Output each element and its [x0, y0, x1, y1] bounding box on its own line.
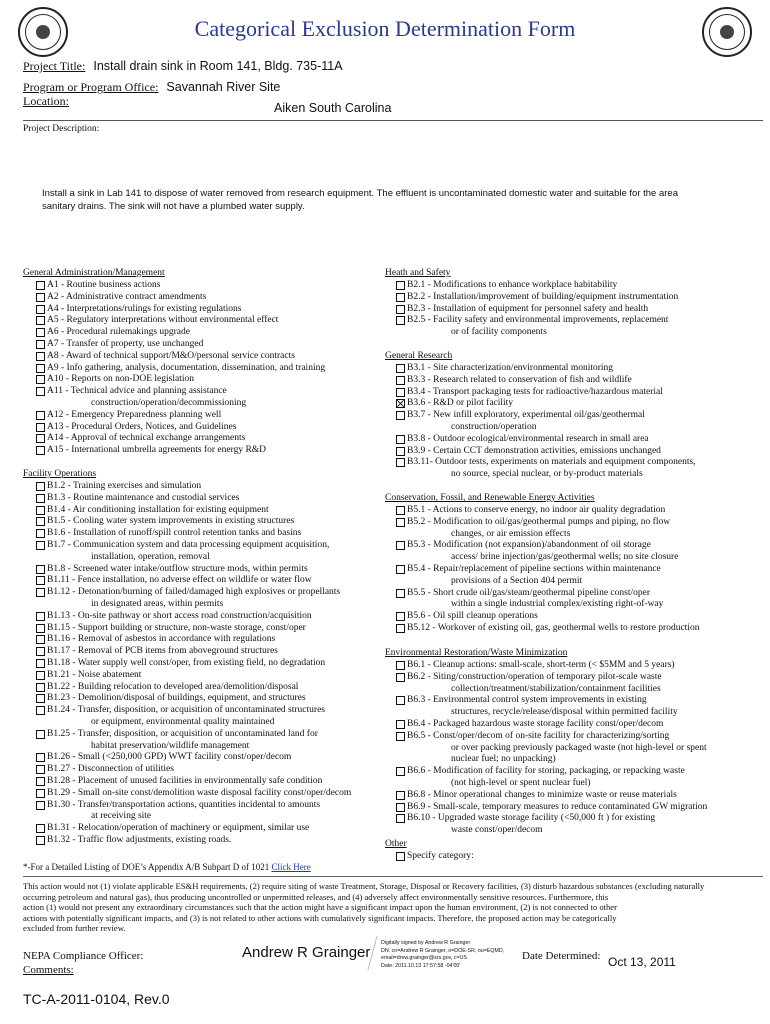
checklist-item [396, 719, 766, 731]
list-item-continuation [396, 778, 766, 790]
checkbox[interactable] [36, 588, 45, 597]
checkbox[interactable] [396, 612, 405, 621]
list-item-text: A6 - Procedural rulemakings upgrade [47, 327, 190, 338]
list-item-text: A15 - International umbrella agreements for energy R&D [47, 445, 267, 456]
checklist-item [396, 457, 766, 469]
checkbox[interactable] [396, 852, 405, 861]
checkbox[interactable] [36, 293, 45, 302]
list-item-text: B5.12 - Workover of existing oil, gas, geothermal wells to restore production [407, 622, 700, 633]
checkbox[interactable] [36, 565, 45, 574]
list-item-text: B6.3 - Environmental control system improvements in existing [407, 695, 647, 706]
list-item-continuation [396, 327, 766, 339]
checklist-item [396, 802, 766, 814]
checklist-item [36, 800, 386, 812]
list-item-continuation [396, 469, 766, 481]
list-item-text: B1.31 - Relocation/operation of machinery or equipment, similar use [47, 823, 310, 834]
checklist-item [396, 410, 766, 422]
list-item-text: B1.2 - Training exercises and simulation [47, 481, 202, 491]
project-title-row [23, 57, 343, 75]
list-item-continuation [396, 707, 766, 719]
list-item-text: B2.2 - Installation/improvement of building/equipment instrumentation [407, 291, 679, 302]
list-item-text: A2 - Administrative contract amendments [47, 291, 207, 302]
checklist-item [396, 304, 766, 316]
list-item-text: A7 - Transfer of property, use unchanged [47, 338, 204, 349]
checklist-item [36, 540, 386, 552]
list-item-text: A1 - Routine business actions [47, 280, 161, 290]
checklist-item [396, 813, 766, 825]
checkbox[interactable] [396, 791, 405, 800]
list-item-text: nuclear fuel; no unpacking) [451, 754, 556, 765]
list-item-text: B3.8 - Outdoor ecological/environmental research in small area [407, 433, 649, 444]
checklist-item [36, 564, 386, 576]
list-item-text: installation, operation, removal [91, 551, 210, 562]
list-item-text: B6.6 - Modification of facility for storing, packaging, or repacking waste [407, 766, 685, 777]
checkbox[interactable] [36, 328, 45, 337]
list-item-text: B5.4 - Repair/replacement of pipeline sections within maintenance [407, 563, 661, 574]
checkbox[interactable] [396, 814, 405, 823]
section-title-facility-ops: Facility Operations [23, 469, 97, 479]
checklist-item [36, 433, 381, 445]
list-item-text: B1.15 - Support building or structure, non-waste storage, const/oper [47, 622, 306, 633]
list-item-continuation [396, 599, 766, 611]
checkbox[interactable] [396, 316, 405, 325]
checkbox[interactable] [396, 458, 405, 467]
checklist-item [36, 835, 386, 847]
list-item-text: B1.32 - Traffic flow adjustments, existing roads. [47, 834, 232, 845]
checklist-item [36, 304, 381, 316]
list-item-text: B1.24 - Transfer, disposition, or acquisition of uncontaminated structures [47, 705, 325, 716]
description-line-2: sanitary drains. The sink will not have a plumbed water supply. [42, 201, 305, 212]
checklist-item [36, 752, 386, 764]
list-item-text: B6.8 - Minor operational changes to minimize waste or reuse materials [407, 789, 677, 800]
health-safety-list [396, 280, 766, 339]
program-value: Savannah River Site [166, 80, 281, 94]
statement-line-5: excluded from further review. [23, 923, 126, 934]
checklist-item [396, 315, 766, 327]
checklist-item [396, 517, 766, 529]
checklist-item [36, 823, 386, 835]
checklist-item [36, 634, 386, 646]
list-item-text: B1.28 - Placement of unused facilities in environmentally safe condition [47, 775, 323, 786]
checkbox[interactable] [396, 388, 405, 397]
checkbox[interactable] [36, 706, 45, 715]
checklist-item [396, 766, 766, 778]
checklist-item [36, 693, 386, 705]
description-line-1: Install a sink in Lab 141 to dispose of water removed from research equipment. The effluent is uncontaminated domestic water and suitable for the area [42, 188, 678, 199]
location-value: Aiken South Carolina [274, 101, 392, 115]
statement-line-4: actions with potentially significant impacts, and (3) is not related to other actions with cumulatively significant impacts. Therefore, the proposed action may be categorically [23, 912, 617, 923]
list-item-text: B1.26 - Small (<250,000 GPD) WWT facility const/oper/decom [47, 752, 292, 763]
checklist-item [36, 315, 381, 327]
checkbox[interactable] [36, 541, 45, 550]
list-item-text: B5.5 - Short crude oil/gas/steam/geothermal pipeline const/oper [407, 587, 650, 598]
checkbox[interactable] [36, 434, 45, 443]
list-item-text: Specify category: [407, 851, 474, 861]
checkbox[interactable] [396, 565, 405, 574]
checklist-item [396, 446, 766, 458]
list-item-text: B1.5 - Cooling water system improvements in existing structures [47, 516, 295, 527]
project-title-value: Install drain sink in Room 141, Bldg. 735-11A [93, 59, 343, 73]
checkbox[interactable] [36, 801, 45, 810]
checklist-item [36, 587, 386, 599]
statement-line-1: This action would not (1) violate applicable ES&H requirements, (2) require siting of waste Treatment, Storage, Disposal or Recovery facilities, (3) disturb hazardous substances (excluding naturally [23, 881, 705, 891]
checkbox[interactable] [396, 293, 405, 302]
list-item-text: provisions of a Section 404 permit [451, 575, 583, 586]
checkbox[interactable] [36, 364, 45, 373]
checklist-item [396, 398, 766, 410]
checkbox[interactable] [36, 789, 45, 798]
checkbox[interactable] [396, 305, 405, 314]
list-item-text: or equipment, environmental quality maintained [91, 716, 275, 727]
checkbox[interactable] [396, 376, 405, 385]
list-item-text: B1.21 - Noise abatement [47, 669, 142, 680]
appendix-link[interactable]: Click Here [271, 862, 311, 872]
checklist-item [396, 695, 766, 707]
checklist-item [396, 375, 766, 387]
list-item-text: B6.9 - Small-scale, temporary measures to reduce contaminated GW migration [407, 801, 708, 812]
list-item-text: B6.4 - Packaged hazardous waste storage facility const/oper/decom [407, 718, 664, 729]
checkbox[interactable] [36, 694, 45, 703]
list-item-text: B5.2 - Modification to oil/gas/geothermal pumps and piping, no flow [407, 516, 671, 527]
list-item-text: A14 - Approval of technical exchange arrangements [47, 433, 246, 444]
list-item-text: B6.1 - Cleanup actions: small-scale, short-term (< $5MM and 5 years) [407, 660, 675, 670]
digital-signature-line-3: email=drew.grainger@srs.gov, c=US [381, 955, 467, 961]
determination-statement [23, 881, 763, 934]
list-item-text: B3.3 - Research related to conservation of fish and wildlife [407, 374, 632, 385]
date-determined-value: Oct 13, 2011 [608, 955, 676, 969]
list-item-text: A8 - Award of technical support/M&O/personal service contracts [47, 350, 295, 361]
list-item-text: B1.13 - On-site pathway or short access road construction/acquisition [47, 610, 312, 621]
section-title-general-research: General Research [385, 351, 453, 361]
list-item-text: B1.17 - Removal of PCB items from aboveground structures [47, 646, 278, 657]
checklist-item [36, 351, 381, 363]
list-item-text: in designated areas, within permits [91, 598, 224, 609]
list-item-text: B1.27 - Disconnection of utilities [47, 764, 174, 775]
checkbox[interactable] [36, 612, 45, 621]
checkbox[interactable] [36, 624, 45, 633]
checklist-item [36, 280, 381, 292]
list-item-text: B1.6 - Installation of runoff/spill control retention tanks and basins [47, 528, 302, 539]
checklist-item [36, 682, 386, 694]
checkbox[interactable] [396, 281, 405, 290]
checkbox[interactable] [36, 375, 45, 384]
project-description-text [42, 187, 678, 213]
facility-ops-list [36, 481, 386, 847]
env-restoration-list [396, 660, 766, 837]
checklist-item [36, 705, 386, 717]
list-item-continuation [396, 754, 766, 766]
checklist-item [396, 540, 766, 552]
general-research-list [396, 363, 766, 481]
checklist-item [36, 445, 381, 457]
list-item-continuation [36, 717, 386, 729]
checkbox[interactable] [396, 364, 405, 373]
list-item-text: A5 - Regulatory interpretations without environmental effect [47, 315, 279, 326]
statement-line-2: occurring petroleum and natural gas), thus producing uncontrolled or unpermitted releases, and (4) adversely affect environmentally sensitive resources. Furthermore, this [23, 891, 609, 902]
checkbox[interactable] [396, 447, 405, 456]
checklist-item [36, 611, 386, 623]
list-item-text: B3.7 - New infill exploratory, experimental oil/gas/geothermal [407, 410, 645, 421]
date-determined-label: Date Determined: [522, 950, 601, 962]
list-item-text: A13 - Procedural Orders, Notices, and Guidelines [47, 421, 237, 432]
checklist-item [36, 339, 381, 351]
checkbox[interactable] [36, 635, 45, 644]
checkbox[interactable] [36, 753, 45, 762]
checkbox[interactable] [396, 767, 405, 776]
checklist-item [36, 363, 381, 375]
checkbox[interactable] [36, 340, 45, 349]
checkbox[interactable] [396, 518, 405, 527]
statement-divider [23, 876, 763, 877]
list-item-text: B1.11 - Fence installation, no adverse effect on wildlife or water flow [47, 575, 312, 586]
checklist-item [36, 374, 381, 386]
checkbox[interactable] [396, 589, 405, 598]
section-title-other: Other [385, 839, 407, 849]
checklist-item [396, 660, 766, 672]
list-item-text: A11 - Technical advice and planning assistance [47, 386, 227, 397]
list-item-text: within a single industrial complex/existing right-of-way [451, 599, 664, 610]
checkbox[interactable] [36, 482, 45, 491]
list-item-text: B6.5 - Const/oper/decom of on-site facility for characterizing/sorting [407, 730, 670, 741]
checkbox[interactable] [36, 281, 45, 290]
checkbox[interactable] [36, 659, 45, 668]
list-item-continuation [396, 529, 766, 541]
checkbox[interactable] [36, 517, 45, 526]
list-item-text: B1.16 - Removal of asbestos in accordance with regulations [47, 634, 276, 645]
list-item-continuation [396, 825, 766, 837]
list-item-continuation [396, 684, 766, 696]
checkbox[interactable] [36, 316, 45, 325]
list-item-text: (not high-level or spent nuclear fuel) [451, 777, 591, 788]
checkbox[interactable] [36, 576, 45, 585]
list-item-text: A4 - Interpretations/rulings for existing regulations [47, 303, 242, 314]
list-item-text: B5.3 - Modification (not expansion)/abandonment of oil storage [407, 540, 651, 551]
list-item-text: B2.5 - Facility safety and environmental improvements, replacement [407, 315, 669, 326]
list-item-text: construction/operation [451, 421, 537, 432]
list-item-text: B1.25 - Transfer, disposition, or acquisition of uncontaminated land for [47, 728, 318, 739]
checkbox[interactable] [396, 435, 405, 444]
list-item-text: collection/treatment/stabilization/containment facilities [451, 683, 661, 694]
checklist-item [396, 280, 766, 292]
list-item-text: B1.12 - Detonation/burning of failed/damaged high explosives or propellants [47, 587, 341, 598]
list-item-text: B1.29 - Small on-site const/demolition waste disposal facility const/oper/decom [47, 787, 352, 798]
checkbox[interactable] [396, 803, 405, 812]
checkbox[interactable] [36, 387, 45, 396]
checklist-item [396, 672, 766, 684]
digital-signature-line-1: Digitally signed by Andrew R Grainger [381, 940, 471, 946]
list-item-text: access/ brine injection/gas/geothermal wells; no site closure [451, 552, 679, 563]
checkbox[interactable] [36, 765, 45, 774]
general-admin-list [36, 280, 381, 457]
list-item-text: B5.6 - Oil spill cleanup operations [407, 611, 538, 622]
list-item-text: B1.8 - Screened water intake/outflow structure mods, within permits [47, 563, 308, 574]
checkbox[interactable] [396, 661, 405, 670]
digital-signature-line-4: Date: 2011.10.13 17:57:58 -04'00' [381, 962, 461, 969]
checkbox[interactable] [36, 423, 45, 432]
header-divider [23, 120, 763, 121]
project-title-label: Project Title: [23, 59, 86, 73]
checklist-item [396, 623, 766, 635]
checkbox[interactable] [396, 411, 405, 420]
list-item-text: B2.1 - Modifications to enhance workplace habitability [407, 280, 618, 290]
form-title: Categorical Exclusion Determination Form [194, 16, 576, 41]
checkbox[interactable] [396, 696, 405, 705]
checkbox[interactable] [36, 777, 45, 786]
list-item-text: no source, special nuclear, or by-product materials [451, 469, 643, 480]
checklist-item [396, 292, 766, 304]
footnote-text: *-For a Detailed Listing of DOE’s Appendix A/B Subpart D of 1021 [23, 862, 272, 872]
location-label: Location: [23, 94, 69, 108]
section-title-health-safety: Heath and Safety [385, 268, 451, 278]
digital-signature-line-2: DN: cn=Andrew R Grainger, o=DOE-SR, ou=EQMD, [381, 947, 505, 954]
checklist-item [396, 851, 766, 863]
checklist-item [36, 658, 386, 670]
list-item-continuation [36, 741, 386, 753]
list-item-text: A10 - Reports on non-DOE legislation [47, 374, 194, 385]
checklist-item [36, 481, 386, 493]
checklist-item [396, 363, 766, 375]
list-item-text: or over packing previously packaged waste (not high-level or spent [451, 742, 707, 753]
list-item-text: waste const/oper/decom [451, 825, 543, 836]
statement-line-3: action (1) would not present any extraordinary circumstances such that the action might have a significant impact upon the human environment, (2) is not connected to other [23, 902, 617, 913]
digital-signature-details [381, 940, 504, 970]
conservation-list [396, 505, 766, 635]
list-item-text: construction/operation/decommissioning [91, 397, 247, 408]
program-label: Program or Program Office: [23, 80, 159, 94]
checklist-item [36, 516, 386, 528]
list-item-text: A9 - Info gathering, analysis, documentation, dissemination, and training [47, 362, 326, 373]
list-item-text: habitat preservation/wildlife management [91, 740, 250, 751]
checkbox[interactable] [396, 541, 405, 550]
checkbox[interactable] [396, 673, 405, 682]
checkbox[interactable] [36, 494, 45, 503]
checklist-item [36, 729, 386, 741]
checklist-item [396, 588, 766, 600]
checklist-item [396, 505, 766, 517]
checklist-item [36, 327, 381, 339]
checkbox[interactable] [36, 647, 45, 656]
checkbox[interactable] [36, 506, 45, 515]
checkbox[interactable] [396, 732, 405, 741]
list-item-text: at receiving site [91, 811, 152, 822]
checklist-item [396, 731, 766, 743]
appendix-footnote [23, 862, 311, 872]
checklist-item [396, 434, 766, 446]
checkbox[interactable] [36, 305, 45, 314]
checklist-item [36, 646, 386, 658]
checklist-item [396, 790, 766, 802]
checked-checkbox[interactable] [396, 399, 405, 408]
checklist-item [36, 764, 386, 776]
list-item-continuation [36, 552, 386, 564]
officer-signature-name: Andrew R Grainger [242, 944, 371, 961]
checklist-item [396, 611, 766, 623]
comments-label: Comments: [23, 964, 74, 976]
checklist-item [36, 623, 386, 635]
list-item-text: changes, or air emission effects [451, 528, 571, 539]
checkbox[interactable] [36, 671, 45, 680]
checklist-item [36, 386, 381, 398]
checkbox[interactable] [36, 529, 45, 538]
checklist-item [36, 422, 381, 434]
checklist-item [36, 776, 386, 788]
section-title-env-restoration: Environmental Restoration/Waste Minimization [385, 648, 568, 658]
document-number: TC-A-2011-0104, Rev.0 [23, 991, 170, 1007]
list-item-text: B5.1 - Actions to conserve energy, no indoor air quality degradation [407, 505, 666, 515]
list-item-text: B6.2 - Siting/construction/operation of temporary pilot-scale waste [407, 671, 662, 682]
list-item-continuation [36, 599, 386, 611]
list-item-text: B1.3 - Routine maintenance and custodial services [47, 492, 240, 503]
list-item-text: A12 - Emergency Preparedness planning well [47, 409, 222, 420]
list-item-text: B1.30 - Transfer/transportation actions, quantities incidental to amounts [47, 799, 321, 810]
list-item-continuation [396, 743, 766, 755]
list-item-text: or of facility components [451, 327, 547, 338]
list-item-text: structures, recycle/release/disposal within permitted facility [451, 707, 678, 718]
checkbox[interactable] [36, 683, 45, 692]
list-item-text: B3.6 - R&D or pilot facility [407, 398, 514, 409]
checkbox[interactable] [396, 720, 405, 729]
list-item-text: B3.9 - Certain CCT demonstration activities, emissions unchanged [407, 445, 661, 456]
section-title-general-admin: General Administration/Management [23, 268, 165, 278]
list-item-text: B1.4 - Air conditioning installation for existing equipment [47, 504, 269, 515]
checkbox[interactable] [36, 824, 45, 833]
checkbox[interactable] [36, 730, 45, 739]
section-title-conservation: Conservation, Fossil, and Renewable Energy Activities [385, 493, 595, 503]
checklist-item [36, 505, 386, 517]
checklist-item [36, 493, 386, 505]
list-item-text: B3.11- Outdoor tests, experiments on materials and equipment components, [407, 457, 696, 468]
other-list [396, 851, 766, 863]
list-item-continuation [396, 422, 766, 434]
checklist-item [36, 410, 381, 422]
checkbox[interactable] [396, 506, 405, 515]
list-item-text: B3.1 - Site characterization/environmental monitoring [407, 363, 614, 373]
list-item-continuation [36, 398, 381, 410]
list-item-text: B1.18 - Water supply well const/oper, from existing field, no degradation [47, 657, 326, 668]
checklist-item [36, 575, 386, 587]
checklist-item [36, 788, 386, 800]
list-item-text: B1.22 - Building relocation to developed area/demolition/disposal [47, 681, 299, 692]
nepa-officer-label: NEPA Compliance Officer: [23, 950, 144, 962]
list-item-continuation [36, 811, 386, 823]
checklist-item [396, 387, 766, 399]
list-item-text: B3.4 - Transport packaging tests for radioactive/hazardous material [407, 386, 663, 397]
checkbox[interactable] [36, 836, 45, 845]
checklist-item [396, 564, 766, 576]
checkbox[interactable] [36, 446, 45, 455]
project-description-label: Project Description: [23, 124, 100, 134]
list-item-text: B1.7 - Communication system and data processing equipment acquisition, [47, 539, 330, 550]
checkbox[interactable] [36, 352, 45, 361]
list-item-continuation [396, 576, 766, 588]
list-item-continuation [396, 552, 766, 564]
checklist-item [36, 528, 386, 540]
list-item-text: B6.10 - Upgraded waste storage facility (<50,000 ft ) for existing [407, 813, 656, 824]
checkbox[interactable] [396, 624, 405, 633]
checkbox[interactable] [36, 411, 45, 420]
list-item-text: B1.23 - Demolition/disposal of buildings, equipment, and structures [47, 693, 306, 704]
list-item-text: B2.3 - Installation of equipment for personnel safety and health [407, 303, 649, 314]
checklist-item [36, 292, 381, 304]
checklist-item [36, 670, 386, 682]
